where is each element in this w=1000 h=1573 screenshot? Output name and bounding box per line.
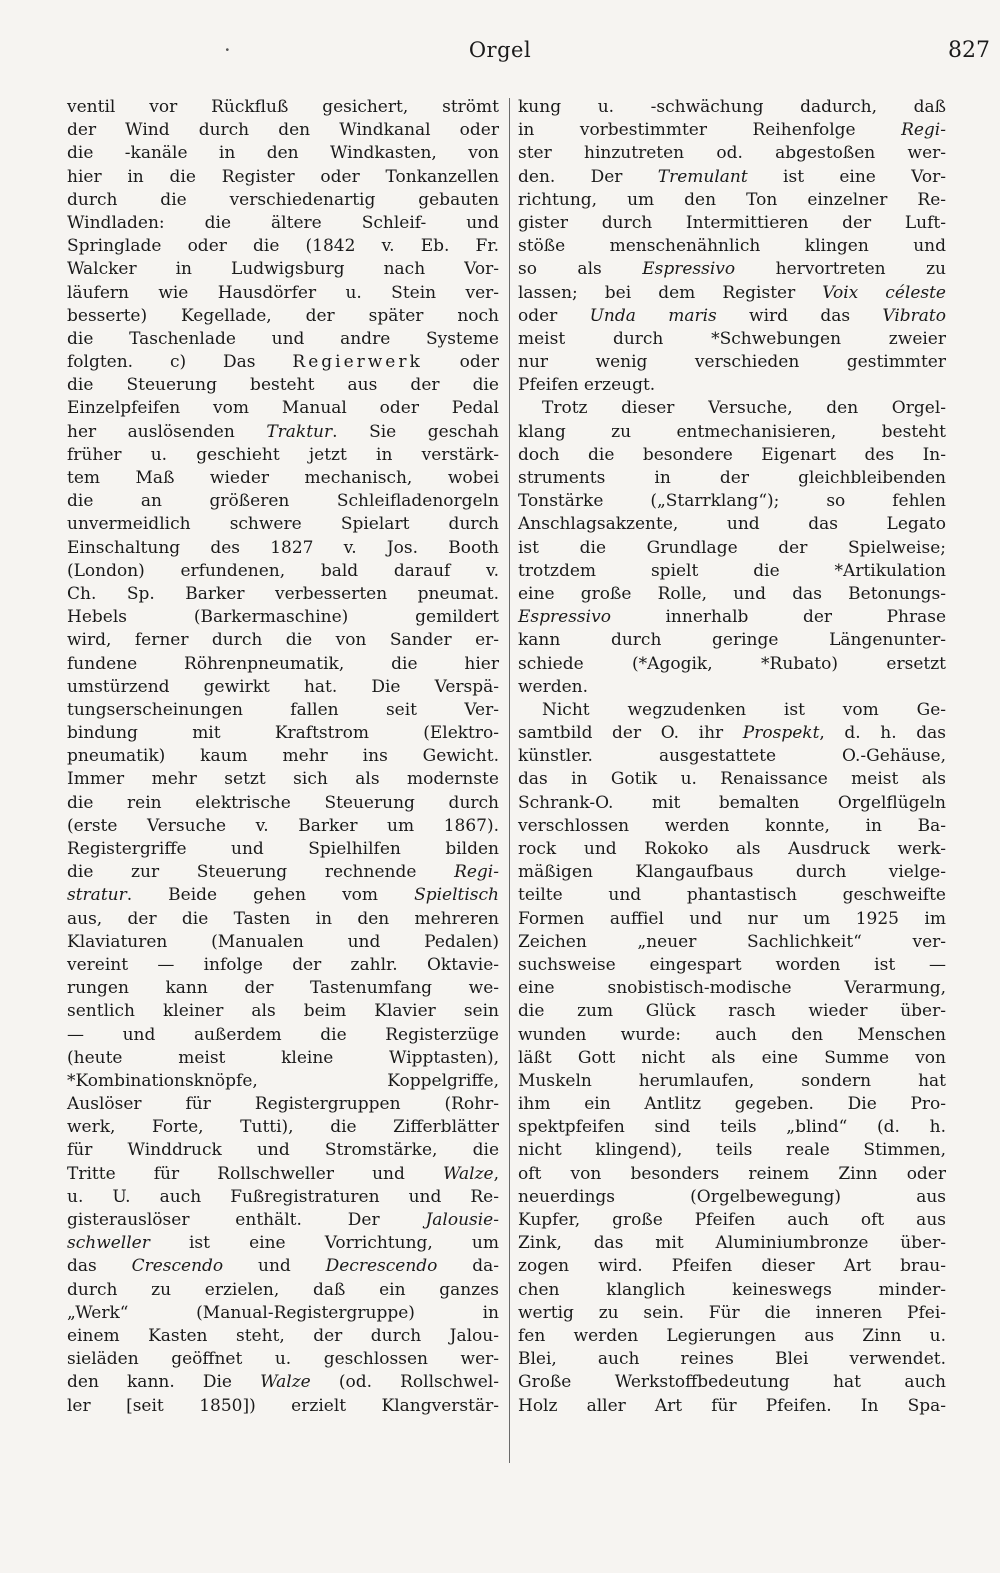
text-line: folgten. c) Das Regierwerk oder (67, 352, 499, 373)
text-line: wertig zu sein. Für die inneren Pfei- (518, 1302, 946, 1323)
text-line: eine große Rolle, und das Betonungs- (518, 583, 946, 604)
text-line: verschlossen werden konnte, in Ba- (518, 815, 946, 836)
text-line: künstler. ausgestattete O.-Gehäuse, (518, 746, 946, 767)
text-line: umstürzend gewirkt hat. Die Verspä- (67, 676, 499, 697)
text-line: Muskeln herumlaufen, sondern hat (518, 1070, 946, 1091)
text-line: kung u. -schwächung dadurch, daß (518, 97, 946, 117)
text-line: stratur. Beide gehen vom Spieltisch (67, 885, 499, 906)
text-line: den kann. Die Walze (od. Rollschwel- (67, 1372, 500, 1393)
text-line: (London) erfundenen, bald darauf v. (67, 560, 499, 581)
text-line: ler [seit 1850]) erzielt Klangverstär- (67, 1395, 499, 1416)
text-line: Registergriffe und Spielhilfen bilden (67, 839, 499, 859)
text-line: früher u. geschieht jetzt in verstärk- (67, 444, 499, 465)
text-line: nicht klingend), teils reale Stimmen, (518, 1140, 946, 1161)
text-line: läßt Gott nicht als eine Summe von (518, 1047, 946, 1068)
text-line: Zink, das mit Aluminiumbronze über- (518, 1233, 946, 1254)
text-line: pneumatik) kaum mehr ins Gewicht. (67, 746, 499, 767)
text-line: die Steuerung besteht aus der die (67, 375, 499, 396)
running-head-title: Orgel (468, 38, 532, 62)
text-line: fen werden Legierungen aus Zinn u. (518, 1325, 946, 1346)
text-line: die -kanäle in den Windkasten, von (67, 143, 499, 164)
text-line: eine snobistisch-modische Verarmung, (518, 978, 946, 999)
text-line: lassen; bei dem Register Voix céleste (518, 282, 946, 303)
text-line: gister durch Intermittieren der Luft- (518, 212, 946, 233)
text-line: der Wind durch den Windkanal oder (67, 120, 499, 141)
column-divider (509, 98, 510, 1463)
text-line: spektpfeifen sind teils „blind“ (d. h. (518, 1117, 946, 1138)
text-line: in vorbestimmter Reihenfolge Regi- (518, 120, 946, 141)
text-line: werk, Forte, Tutti), die Zifferblätter (67, 1117, 499, 1138)
left-text-column (67, 96, 499, 1418)
text-line: rock und Rokoko als Ausdruck werk- (518, 839, 946, 859)
text-line: oft von besonders reinem Zinn oder (518, 1163, 946, 1184)
text-line: Trotz dieser Versuche, den Orgel- (542, 398, 946, 419)
text-line: für Winddruck und Stromstärke, die (67, 1140, 499, 1161)
text-line: Auslöser für Registergruppen (Rohr- (67, 1094, 499, 1115)
text-line: teilte und phantastisch geschweifte (518, 885, 946, 906)
text-line: die an größeren Schleifladenorgeln (67, 491, 499, 512)
text-line: die zur Steuerung rechnende Regi- (67, 862, 499, 883)
text-line: klang zu entmechanisieren, besteht (518, 421, 946, 442)
text-line: Immer mehr setzt sich als modernste (67, 769, 499, 790)
text-line: Hebels (Barkermaschine) gemildert (67, 607, 499, 628)
text-line: schiede (*Agogik, *Rubato) ersetzt (518, 653, 946, 674)
text-line: Große Werkstoffbedeutung hat auch (518, 1372, 946, 1393)
text-line: Pfeifen erzeugt. (518, 375, 656, 396)
text-line: die rein elektrische Steuerung durch (67, 792, 499, 813)
text-line: trotzdem spielt die *Artikulation (518, 560, 946, 581)
text-line: *Kombinationsknöpfe, Koppelgriffe, (67, 1070, 499, 1091)
text-line: tem Maß wieder mechanisch, wobei (67, 468, 499, 488)
text-line: hier in die Register oder Tonkanzellen (67, 166, 499, 187)
text-line: Schrank-O. mit bemalten Orgelflügeln (518, 792, 946, 813)
text-line: Einschaltung des 1827 v. Jos. Booth (67, 537, 499, 558)
text-line: rungen kann der Tastenumfang we- (67, 978, 499, 999)
text-line: aus, der die Tasten in den mehreren (67, 908, 499, 929)
text-line: wunden wurde: auch den Menschen (518, 1024, 946, 1045)
text-line: her auslösenden Traktur. Sie geschah (67, 421, 499, 442)
text-line: neuerdings (Orgelbewegung) aus (518, 1186, 946, 1207)
text-line: besserte) Kegellade, der später noch (67, 305, 499, 326)
text-line: Walcker in Ludwigsburg nach Vor- (67, 259, 499, 280)
text-line: das in Gotik u. Renaissance meist als (518, 769, 946, 790)
text-line: (heute meist kleine Wipptasten), (67, 1047, 499, 1068)
text-line: sieläden geöffnet u. geschlossen wer- (67, 1349, 499, 1370)
text-line: einem Kasten steht, der durch Jalou- (67, 1325, 499, 1346)
text-line: doch die besondere Eigenart des In- (518, 444, 946, 465)
text-line: richtung, um den Ton einzelner Re- (518, 189, 946, 210)
text-line: mäßigen Klangaufbaus durch vielge- (518, 862, 946, 883)
text-line: meist durch *Schwebungen zweier (518, 328, 946, 349)
text-line: das Crescendo und Decrescendo da- (67, 1256, 499, 1277)
text-line: suchsweise eingespart worden ist — (518, 954, 946, 975)
right-text-column (518, 96, 946, 1418)
text-line: läufern wie Hausdörfer u. Stein ver- (67, 282, 499, 303)
text-line: zogen wird. Pfeifen dieser Art brau- (518, 1256, 946, 1277)
text-line: durch zu erzielen, daß ein ganzes (67, 1279, 499, 1300)
text-line: Anschlagsakzente, und das Legato (518, 514, 946, 535)
text-line: ventil vor Rückfluß gesichert, strömt (67, 97, 499, 117)
text-line: vereint — infolge der zahlr. Oktavie- (67, 954, 499, 975)
text-line: Springlade oder die (1842 v. Eb. Fr. (67, 236, 499, 257)
text-line: sentlich kleiner als beim Klavier sein (67, 1001, 499, 1022)
text-line: Ch. Sp. Barker verbesserten pneumat. (67, 583, 499, 604)
text-line: wird, ferner durch die von Sander er- (67, 630, 499, 651)
text-line: schweller ist eine Vorrichtung, um (67, 1233, 499, 1254)
text-line: u. U. auch Fußregistraturen und Re- (67, 1186, 499, 1207)
text-line: ist die Grundlage der Spielweise; (518, 537, 946, 558)
text-line: kann durch geringe Längenunter- (518, 630, 946, 651)
text-line: Einzelpfeifen vom Manual oder Pedal (67, 398, 499, 419)
text-line: Tonstärke („Starrklang“); so fehlen (518, 491, 946, 512)
text-line: Formen auffiel und nur um 1925 im (518, 908, 946, 929)
text-line: struments in der gleichbleibenden (518, 468, 946, 488)
text-line: samtbild der O. ihr Prospekt, d. h. das (518, 723, 946, 744)
text-line: Klaviaturen (Manualen und Pedalen) (67, 931, 499, 952)
text-line: „Werk“ (Manual-Registergruppe) in (67, 1302, 499, 1323)
text-line: stöße menschenähnlich klingen und (518, 236, 946, 257)
text-line: Espressivo innerhalb der Phrase (518, 607, 946, 628)
text-line: so als Espressivo hervortreten zu (518, 259, 946, 280)
text-line: oder Unda maris wird das Vibrato (518, 305, 947, 326)
text-line: Zeichen „neuer Sachlichkeit“ ver- (518, 931, 946, 952)
text-line: die zum Glück rasch wieder über- (518, 1001, 946, 1022)
text-line: gisterauslöser enthält. Der Jalousie- (67, 1210, 499, 1230)
text-line: ster hinzutreten od. abgestoßen wer- (518, 143, 946, 164)
text-line: die Taschenlade und andre Systeme (67, 328, 499, 349)
text-line: fundene Röhrenpneumatik, die hier (67, 653, 499, 674)
text-line: unvermeidlich schwere Spielart durch (67, 514, 499, 535)
text-line: Kupfer, große Pfeifen auch oft aus (518, 1210, 946, 1230)
text-line: chen klanglich keineswegs minder- (518, 1279, 946, 1300)
text-line: nur wenig verschieden gestimmter (518, 352, 946, 373)
text-line: werden. (518, 676, 589, 697)
text-line: den. Der Tremulant ist eine Vor- (518, 166, 946, 187)
text-line: Nicht wegzudenken ist vom Ge- (542, 699, 946, 720)
text-line: durch die verschiedenartig gebauten (67, 189, 499, 210)
text-line: Tritte für Rollschweller und Walze, (67, 1163, 499, 1184)
text-line: — und außerdem die Registerzüge (67, 1024, 499, 1045)
text-line: tungserscheinungen fallen seit Ver- (67, 699, 499, 720)
page-number: 827 (948, 38, 990, 63)
text-line: Windladen: die ältere Schleif- und (67, 212, 499, 233)
text-line: Holz aller Art für Pfeifen. In Spa- (518, 1395, 946, 1416)
header-dot: · (224, 38, 231, 62)
text-line: ihm ein Antlitz gegeben. Die Pro- (518, 1094, 946, 1115)
text-line: (erste Versuche v. Barker um 1867). (67, 815, 499, 836)
text-line: Blei, auch reines Blei verwendet. (518, 1349, 946, 1370)
text-line: bindung mit Kraftstrom (Elektro- (67, 723, 499, 744)
